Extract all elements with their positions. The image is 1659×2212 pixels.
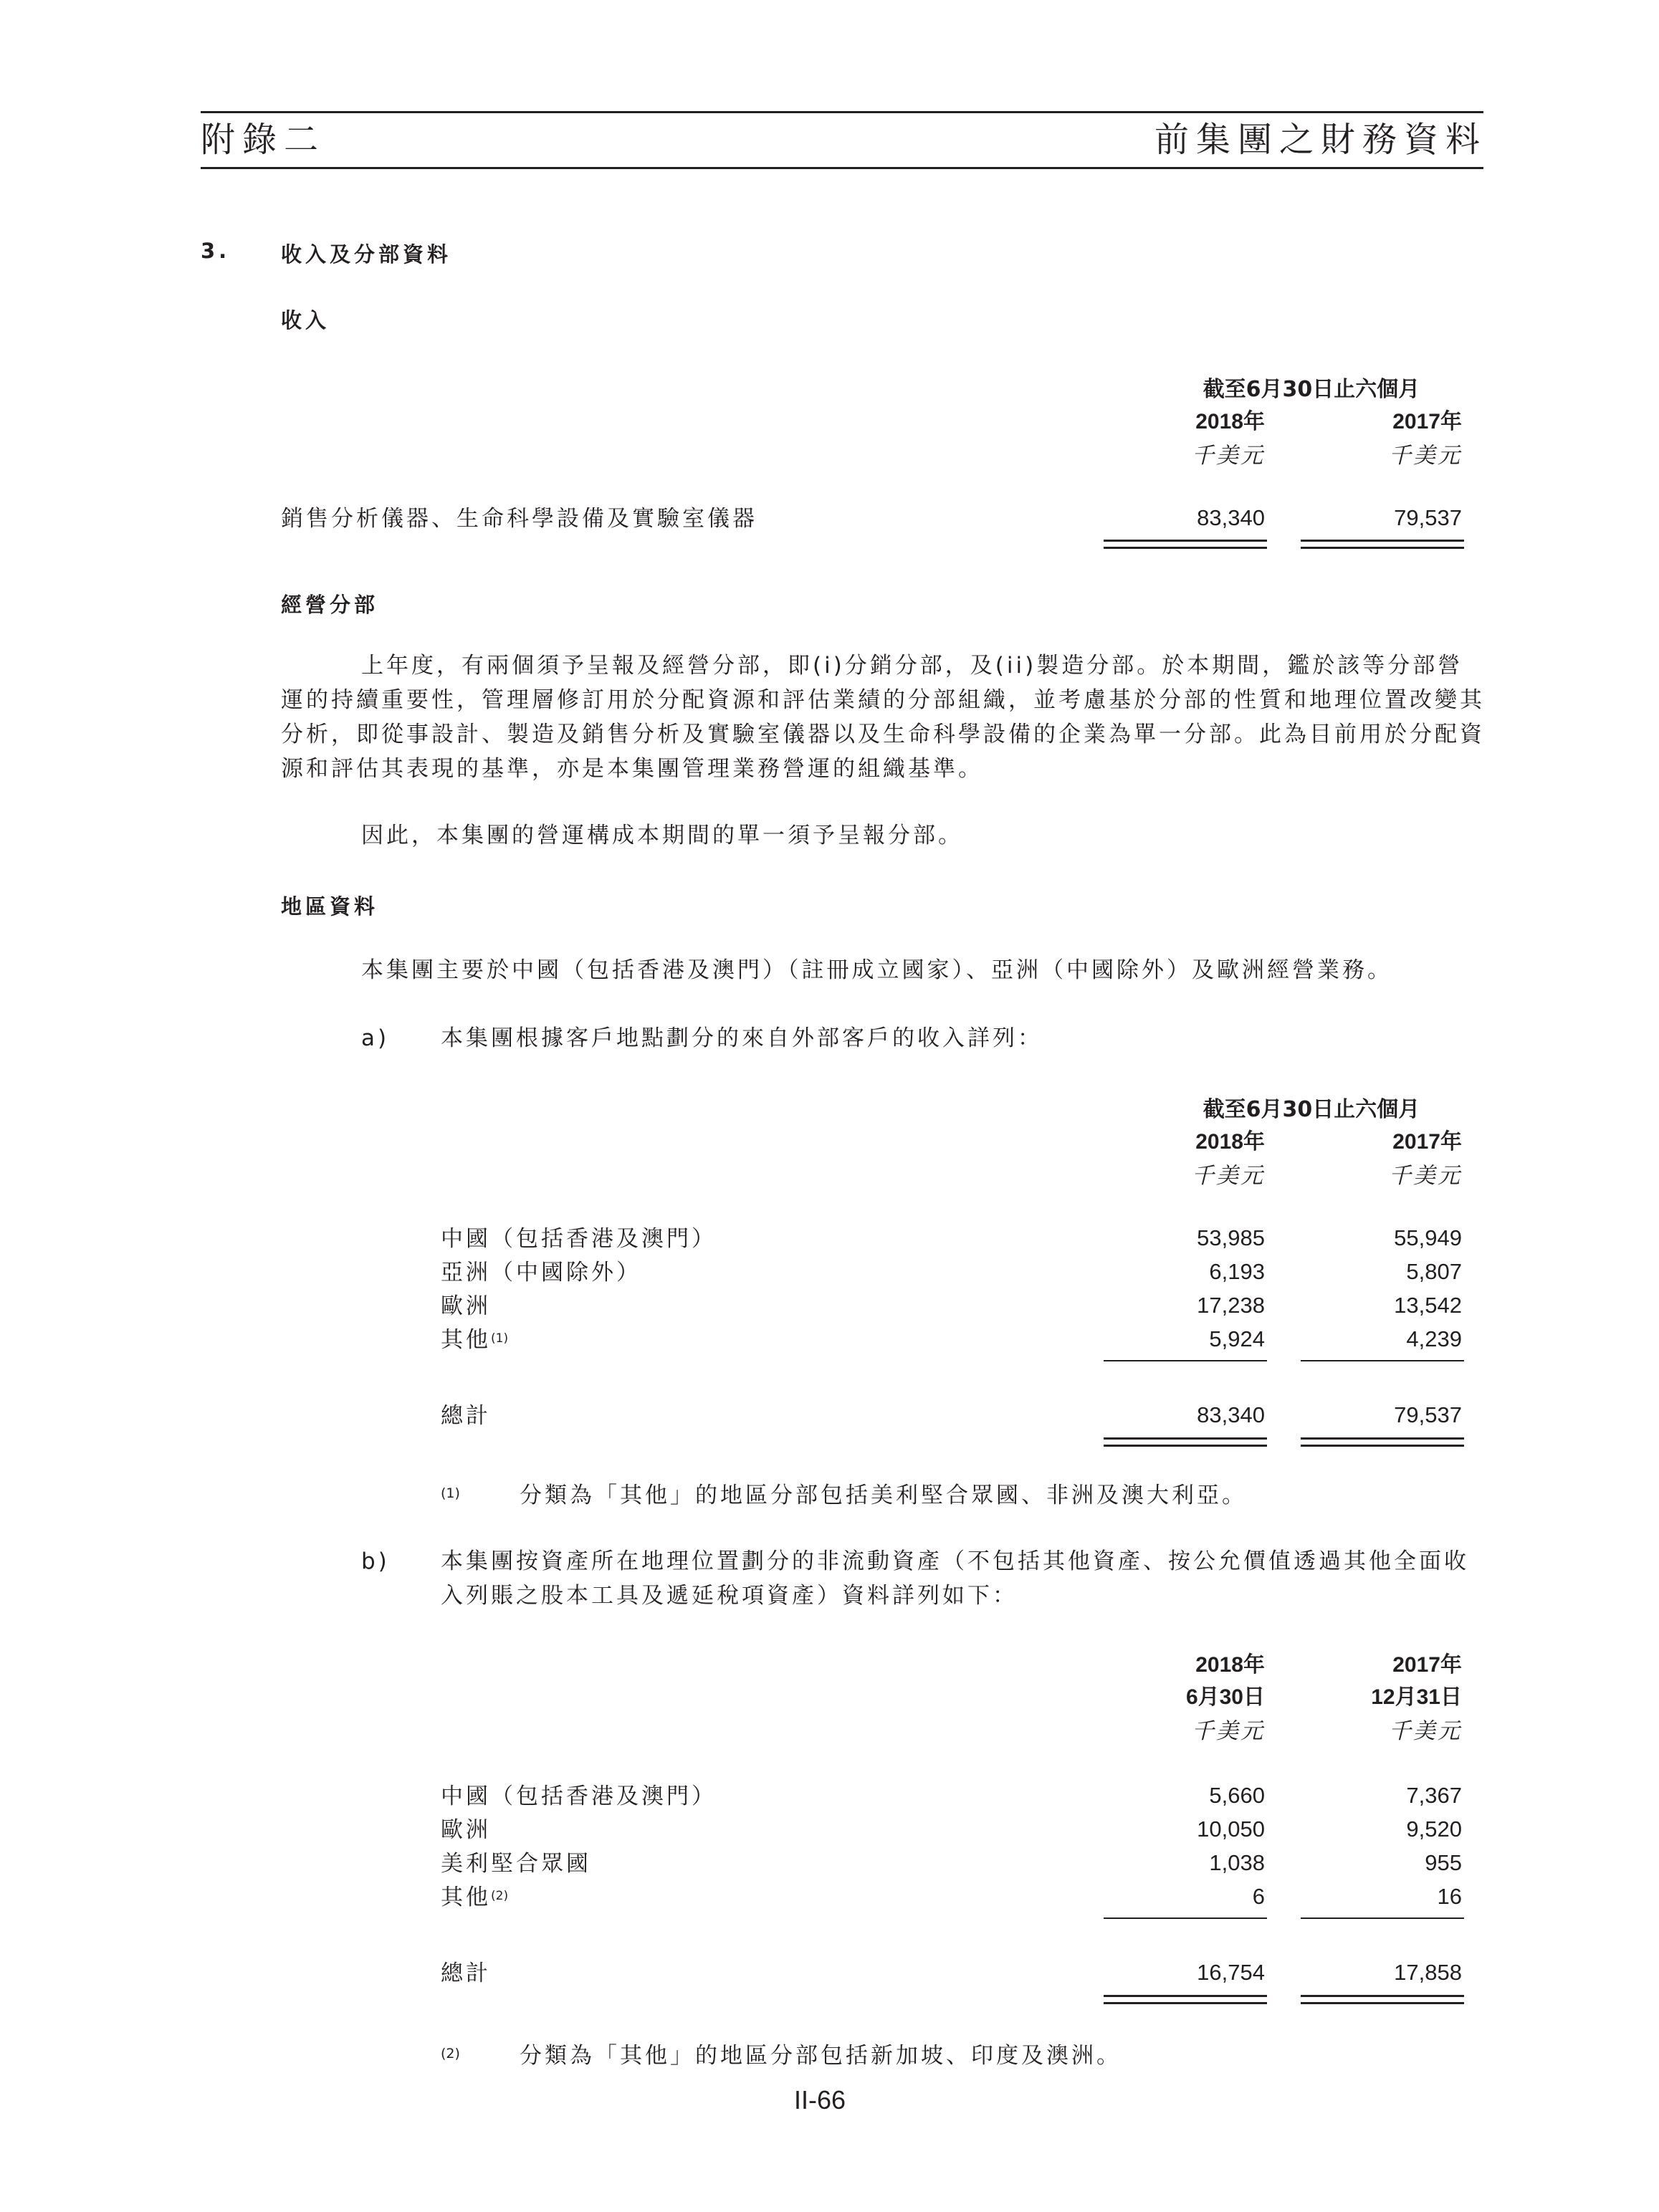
geo-a-total-label: 總計 bbox=[441, 1403, 491, 1429]
geo-b-col1-year: 2018年 bbox=[1195, 1653, 1265, 1677]
geo-a-double-rule-1a bbox=[1104, 1437, 1267, 1440]
geo-b-row-label: 歐洲 bbox=[441, 1817, 491, 1843]
segments-heading: 經營分部 bbox=[281, 593, 379, 617]
revenue-col-2017: 2017年 bbox=[1392, 410, 1462, 434]
revenue-row-label: 銷售分析儀器、生命科學設備及實驗室儀器 bbox=[281, 506, 757, 532]
footnote-2-text: 分類為「其他」的地區分部包括新加坡、印度及澳洲。 bbox=[520, 2043, 1122, 2069]
geo-a-row-2017: 13,542 bbox=[1394, 1293, 1462, 1318]
geo-a-row-label: 中國（包括香港及澳門） bbox=[441, 1226, 717, 1252]
geo-a-total-2017: 79,537 bbox=[1394, 1402, 1462, 1427]
geo-b-col2-date: 12月31日 bbox=[1371, 1685, 1462, 1709]
geo-b-unit-1: 千美元 bbox=[1192, 1718, 1265, 1744]
geo-b-subtotal-rule-2 bbox=[1301, 1917, 1464, 1919]
geo-b-row-v2: 7,367 bbox=[1406, 1783, 1462, 1808]
geo-a-double-rule-2a bbox=[1301, 1437, 1464, 1440]
geo-b-col2-year: 2017年 bbox=[1392, 1653, 1462, 1677]
footnote-ref-2: (2) bbox=[491, 1889, 509, 1903]
geo-b-row-label: 中國（包括香港及澳門） bbox=[441, 1784, 717, 1809]
geo-b-row-label: 美利堅合眾國 bbox=[441, 1851, 591, 1877]
revenue-row-2018: 83,340 bbox=[1197, 505, 1265, 530]
geo-a-row-2018: 53,985 bbox=[1197, 1225, 1265, 1250]
geo-a-row-label: 亞洲（中國除外） bbox=[441, 1260, 641, 1285]
geo-a-row-2017: 4,239 bbox=[1406, 1326, 1462, 1351]
geo-b-row-v1: 5,660 bbox=[1209, 1783, 1265, 1808]
geo-b-label: b) bbox=[361, 1548, 390, 1574]
revenue-double-rule-2b bbox=[1301, 547, 1464, 549]
footnote-1-mark: (1) bbox=[441, 1485, 460, 1501]
geo-b-row-v1: 6 bbox=[1252, 1884, 1265, 1909]
geo-a-col-2018: 2018年 bbox=[1195, 1130, 1265, 1154]
appendix-title: 前集團之財務資料 bbox=[1154, 120, 1487, 160]
geo-a-period-header: 截至6月30日止六個月 bbox=[1203, 1097, 1420, 1122]
geo-a-row-2018: 17,238 bbox=[1197, 1293, 1265, 1318]
geo-a-row-other bbox=[441, 1323, 508, 1357]
geo-heading: 地區資料 bbox=[281, 894, 379, 919]
footnote-ref-1: (1) bbox=[491, 1331, 509, 1346]
geo-a-text: 本集團根據客戶地點劃分的來自外部客戶的收入詳列： bbox=[441, 1025, 1043, 1051]
revenue-col-2018: 2018年 bbox=[1195, 410, 1265, 434]
header-top-rule bbox=[201, 111, 1483, 113]
geo-a-subtotal-rule-1 bbox=[1104, 1360, 1267, 1361]
revenue-unit-2017: 千美元 bbox=[1389, 443, 1462, 469]
geo-b-double-rule-1b bbox=[1104, 2002, 1267, 2004]
geo-b-text: 本集團按資產所在地理位置劃分的非流動資產（不包括其他資產、按公允價值透過其他全面收入列賬之股本工具及遞延稅項資產）資料詳列如下： bbox=[441, 1548, 1469, 1609]
geo-b-subtotal-rule-1 bbox=[1104, 1917, 1267, 1919]
revenue-heading: 收入 bbox=[281, 308, 330, 332]
geo-intro: 本集團主要於中國（包括香港及澳門）（註冊成立國家）、亞洲（中國除外）及歐洲經營業務。 bbox=[361, 957, 1392, 983]
geo-b-double-rule-1a bbox=[1104, 1995, 1267, 1997]
geo-b-total-label: 總計 bbox=[441, 1960, 491, 1986]
geo-b-double-rule-2b bbox=[1301, 2002, 1464, 2004]
geo-b-double-rule-2a bbox=[1301, 1995, 1464, 1997]
geo-b-row-other-label: 其他 bbox=[441, 1885, 491, 1910]
geo-a-subtotal-rule-2 bbox=[1301, 1360, 1464, 1361]
geo-a-double-rule-2b bbox=[1301, 1445, 1464, 1447]
geo-a-unit-2017: 千美元 bbox=[1389, 1163, 1462, 1189]
geo-a-double-rule-1b bbox=[1104, 1445, 1267, 1447]
footnote-1-text: 分類為「其他」的地區分部包括美利堅合眾國、非洲及澳大利亞。 bbox=[520, 1483, 1247, 1508]
geo-b-row-v1: 1,038 bbox=[1209, 1850, 1265, 1875]
revenue-double-rule-2a bbox=[1301, 540, 1464, 542]
geo-b-row-v1: 10,050 bbox=[1197, 1816, 1265, 1842]
geo-b-total-v2: 17,858 bbox=[1394, 1960, 1462, 1985]
geo-b-row-v2: 955 bbox=[1425, 1850, 1462, 1875]
geo-b-row-other bbox=[441, 1880, 508, 1915]
segments-paragraph: 上年度，有兩個須予呈報及經營分部，即(i)分銷分部，及(ii)製造分部。於本期間，鑑於該等分部營運的持續重要性，管理層修訂用於分配資源和評估業績的分部組織，並考慮基於分部的性質和地理位置改變其分析，即從事設計、製造及銷售分析及實驗室儀器以及生命科學設備的企業為單一分部。此為目前用於分配資源和評估其表現的基準，亦是本集團管理業務營運的組織基準。 bbox=[281, 653, 1485, 782]
appendix-label: 附錄二 bbox=[201, 120, 326, 160]
section-number: 3. bbox=[201, 239, 231, 263]
section-title: 收入及分部資料 bbox=[281, 242, 452, 267]
revenue-unit-2018: 千美元 bbox=[1192, 443, 1265, 469]
page-number: II-66 bbox=[794, 2085, 846, 2115]
geo-a-label: a) bbox=[361, 1025, 390, 1051]
geo-a-unit-2018: 千美元 bbox=[1192, 1163, 1265, 1189]
revenue-double-rule-1b bbox=[1104, 547, 1267, 549]
segments-conclusion: 因此，本集團的營運構成本期間的單一須予呈報分部。 bbox=[361, 823, 963, 848]
geo-a-row-label: 歐洲 bbox=[441, 1293, 491, 1319]
footnote-2-mark: (2) bbox=[441, 2046, 460, 2062]
geo-b-unit-2: 千美元 bbox=[1389, 1718, 1462, 1744]
geo-b-col1-date: 6月30日 bbox=[1185, 1685, 1265, 1709]
geo-a-total-2018: 83,340 bbox=[1197, 1402, 1265, 1427]
geo-a-row-2017: 5,807 bbox=[1406, 1259, 1462, 1284]
geo-b-total-v1: 16,754 bbox=[1197, 1960, 1265, 1985]
geo-a-row-other-label: 其他 bbox=[441, 1327, 491, 1353]
header-bottom-rule bbox=[201, 167, 1483, 169]
revenue-row-2017: 79,537 bbox=[1394, 505, 1462, 530]
revenue-double-rule-1a bbox=[1104, 540, 1267, 542]
revenue-period-header: 截至6月30日止六個月 bbox=[1203, 377, 1420, 402]
geo-a-col-2017: 2017年 bbox=[1392, 1130, 1462, 1154]
geo-a-row-2018: 6,193 bbox=[1209, 1259, 1265, 1284]
geo-a-row-2017: 55,949 bbox=[1394, 1225, 1462, 1250]
geo-b-row-v2: 16 bbox=[1437, 1884, 1462, 1909]
geo-a-row-2018: 5,924 bbox=[1209, 1326, 1265, 1351]
geo-b-row-v2: 9,520 bbox=[1406, 1816, 1462, 1842]
